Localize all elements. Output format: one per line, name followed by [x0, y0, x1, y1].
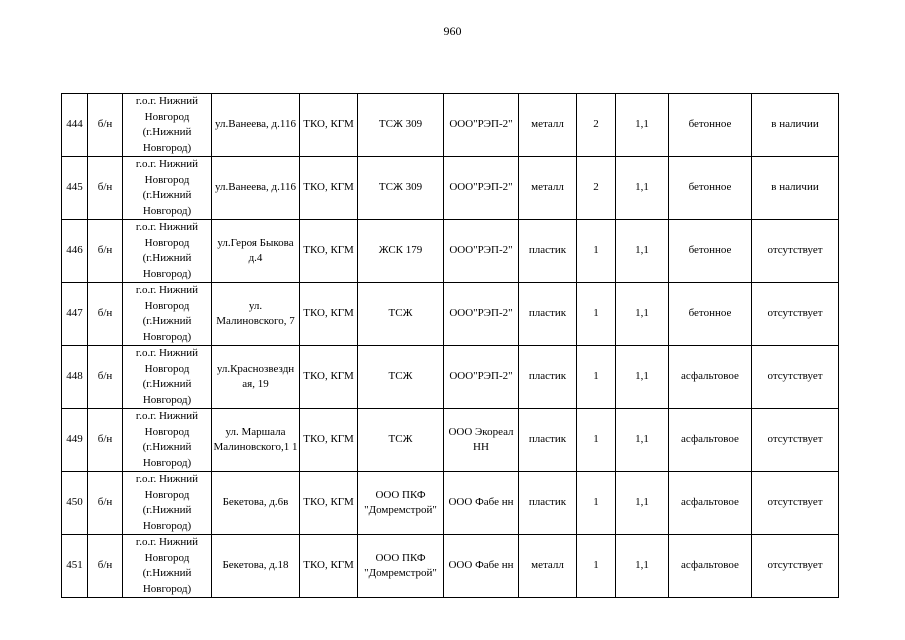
operator-cell: ООО Фабе нн — [444, 472, 519, 535]
waste-type-cell: ТКО, КГМ — [300, 283, 358, 346]
container-volume-cell: 1,1 — [616, 409, 669, 472]
owner-cell: ЖСК 179 — [358, 220, 444, 283]
municipality-cell: г.о.г. Нижний Новгород (г.Нижний Новгород) — [123, 409, 212, 472]
waste-type-cell: ТКО, КГМ — [300, 220, 358, 283]
row-number-cell: 444 — [62, 94, 88, 157]
container-count-cell: 1 — [577, 535, 616, 598]
owner-cell: ТСЖ 309 — [358, 94, 444, 157]
surface-type-cell: бетонное — [669, 283, 752, 346]
table-row — [62, 220, 839, 283]
container-volume-cell: 1,1 — [616, 220, 669, 283]
table-body — [62, 94, 839, 598]
surface-type-cell: бетонное — [669, 220, 752, 283]
container-volume-cell: 1,1 — [616, 94, 669, 157]
fence-cell: отсутствует — [752, 409, 839, 472]
container-count-cell: 1 — [577, 220, 616, 283]
container-count-cell: 1 — [577, 283, 616, 346]
address-cell: Бекетова, д.6в — [212, 472, 300, 535]
fence-cell: отсутствует — [752, 346, 839, 409]
municipality-cell: г.о.г. Нижний Новгород (г.Нижний Новгород) — [123, 472, 212, 535]
surface-type-cell: асфальтовое — [669, 472, 752, 535]
waste-type-cell: ТКО, КГМ — [300, 157, 358, 220]
operator-cell: ООО"РЭП-2" — [444, 157, 519, 220]
row-number-cell: 446 — [62, 220, 88, 283]
page-number: 960 — [443, 24, 462, 38]
fence-cell: отсутствует — [752, 535, 839, 598]
surface-type-cell: асфальтовое — [669, 409, 752, 472]
municipality-cell: г.о.г. Нижний Новгород (г.Нижний Новгород) — [123, 94, 212, 157]
container-count-cell: 2 — [577, 157, 616, 220]
fence-cell: отсутствует — [752, 220, 839, 283]
fence-cell: в наличии — [752, 94, 839, 157]
table-row — [62, 94, 839, 157]
table-row — [62, 535, 839, 598]
address-cell: ул.Ванеева, д.116 — [212, 157, 300, 220]
operator-cell: ООО Экореал НН — [444, 409, 519, 472]
waste-type-cell: ТКО, КГМ — [300, 472, 358, 535]
fence-cell: отсутствует — [752, 472, 839, 535]
address-cell: Бекетова, д.18 — [212, 535, 300, 598]
registry-number-cell: б/н — [88, 283, 123, 346]
row-number-cell: 450 — [62, 472, 88, 535]
container-volume-cell: 1,1 — [616, 535, 669, 598]
waste-type-cell: ТКО, КГМ — [300, 409, 358, 472]
container-count-cell: 2 — [577, 94, 616, 157]
waste-type-cell: ТКО, КГМ — [300, 535, 358, 598]
surface-type-cell: бетонное — [669, 94, 752, 157]
container-volume-cell: 1,1 — [616, 157, 669, 220]
address-cell: ул.Краснозвездн ая, 19 — [212, 346, 300, 409]
owner-cell: ООО ПКФ "Домремстрой" — [358, 535, 444, 598]
row-number-cell: 445 — [62, 157, 88, 220]
operator-cell: ООО"РЭП-2" — [444, 346, 519, 409]
row-number-cell: 449 — [62, 409, 88, 472]
registry-number-cell: б/н — [88, 535, 123, 598]
surface-type-cell: асфальтовое — [669, 346, 752, 409]
surface-type-cell: асфальтовое — [669, 535, 752, 598]
waste-type-cell: ТКО, КГМ — [300, 346, 358, 409]
container-material-cell: пластик — [519, 472, 577, 535]
container-material-cell: металл — [519, 157, 577, 220]
municipality-cell: г.о.г. Нижний Новгород (г.Нижний Новгород) — [123, 283, 212, 346]
container-material-cell: пластик — [519, 283, 577, 346]
municipality-cell: г.о.г. Нижний Новгород (г.Нижний Новгород) — [123, 220, 212, 283]
operator-cell: ООО"РЭП-2" — [444, 283, 519, 346]
surface-type-cell: бетонное — [669, 157, 752, 220]
row-number-cell: 447 — [62, 283, 88, 346]
operator-cell: ООО Фабе нн — [444, 535, 519, 598]
owner-cell: ООО ПКФ "Домремстрой" — [358, 472, 444, 535]
container-material-cell: пластик — [519, 409, 577, 472]
container-material-cell: металл — [519, 94, 577, 157]
table-row — [62, 409, 839, 472]
fence-cell: в наличии — [752, 157, 839, 220]
address-cell: ул.Героя Быкова д.4 — [212, 220, 300, 283]
registry-table — [61, 93, 839, 598]
container-volume-cell: 1,1 — [616, 283, 669, 346]
container-material-cell: пластик — [519, 346, 577, 409]
row-number-cell: 451 — [62, 535, 88, 598]
owner-cell: ТСЖ — [358, 346, 444, 409]
container-count-cell: 1 — [577, 346, 616, 409]
table-row — [62, 283, 839, 346]
registry-number-cell: б/н — [88, 94, 123, 157]
row-number-cell: 448 — [62, 346, 88, 409]
fence-cell: отсутствует — [752, 283, 839, 346]
container-material-cell: металл — [519, 535, 577, 598]
table-row — [62, 157, 839, 220]
table-row — [62, 346, 839, 409]
address-cell: ул.Ванеева, д.116 — [212, 94, 300, 157]
owner-cell: ТСЖ — [358, 283, 444, 346]
container-count-cell: 1 — [577, 409, 616, 472]
owner-cell: ТСЖ — [358, 409, 444, 472]
table-row — [62, 472, 839, 535]
registry-number-cell: б/н — [88, 157, 123, 220]
operator-cell: ООО"РЭП-2" — [444, 220, 519, 283]
waste-type-cell: ТКО, КГМ — [300, 94, 358, 157]
container-volume-cell: 1,1 — [616, 346, 669, 409]
container-material-cell: пластик — [519, 220, 577, 283]
municipality-cell: г.о.г. Нижний Новгород (г.Нижний Новгород) — [123, 157, 212, 220]
owner-cell: ТСЖ 309 — [358, 157, 444, 220]
municipality-cell: г.о.г. Нижний Новгород (г.Нижний Новгород) — [123, 535, 212, 598]
address-cell: ул. Маршала Малиновского,1 1 — [212, 409, 300, 472]
registry-number-cell: б/н — [88, 346, 123, 409]
container-volume-cell: 1,1 — [616, 472, 669, 535]
address-cell: ул. Малиновского, 7 — [212, 283, 300, 346]
registry-number-cell: б/н — [88, 409, 123, 472]
registry-number-cell: б/н — [88, 220, 123, 283]
container-count-cell: 1 — [577, 472, 616, 535]
registry-number-cell: б/н — [88, 472, 123, 535]
operator-cell: ООО"РЭП-2" — [444, 94, 519, 157]
municipality-cell: г.о.г. Нижний Новгород (г.Нижний Новгород) — [123, 346, 212, 409]
